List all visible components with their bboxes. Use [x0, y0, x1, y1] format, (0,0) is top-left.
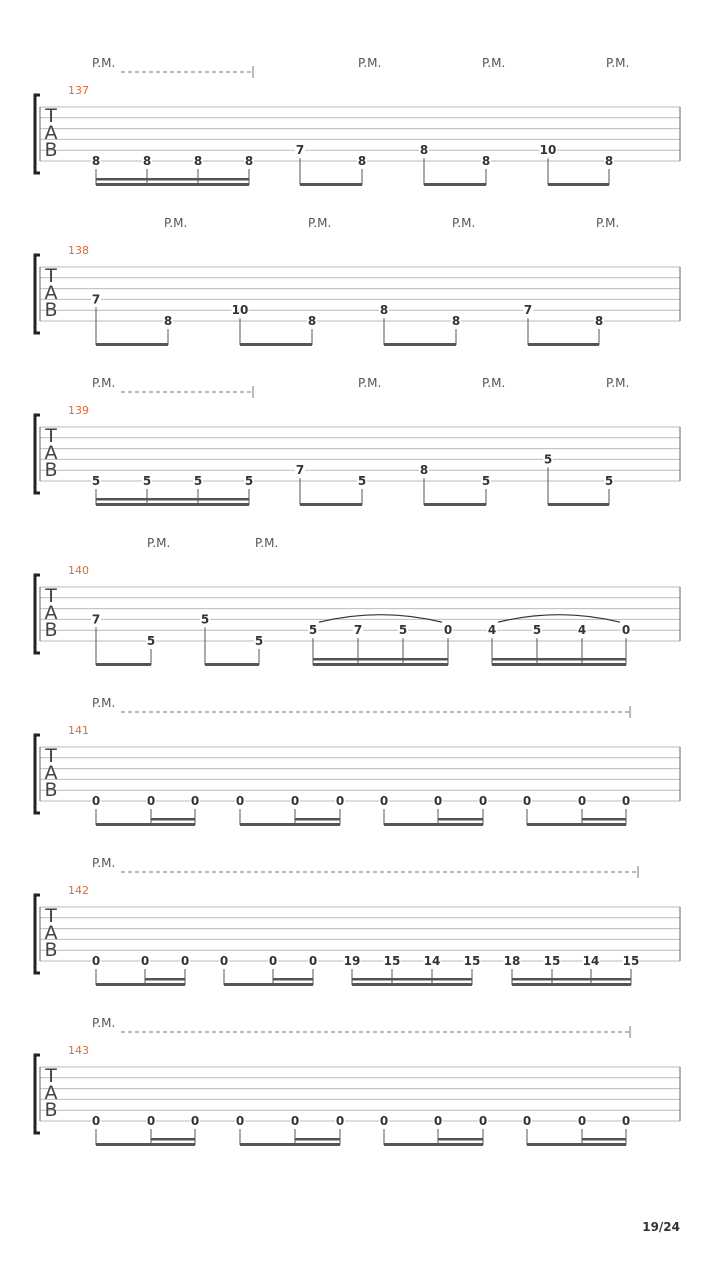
beam-secondary — [438, 818, 483, 821]
palm-mute-label: P.M. — [92, 56, 116, 70]
fret-number: 0 — [140, 954, 150, 968]
fret-number: 0 — [379, 1114, 389, 1128]
beat-group — [219, 954, 318, 986]
system-bracket — [35, 1055, 40, 1133]
beam — [96, 503, 249, 506]
fret-number: 5 — [142, 474, 152, 488]
slur — [498, 615, 620, 623]
fret-number: 5 — [200, 612, 210, 627]
fret-number: 18 — [503, 954, 521, 968]
beat-group — [91, 794, 200, 826]
fret-number: 0 — [335, 794, 345, 808]
fret-number: 0 — [290, 1114, 300, 1128]
measure-number: 138 — [68, 244, 89, 257]
fret-number: 7 — [91, 292, 101, 307]
fret-number: 8 — [357, 154, 367, 168]
fret-number: 0 — [91, 954, 101, 968]
fret-number: 8 — [91, 154, 101, 168]
measure-number: 139 — [68, 404, 89, 417]
tab-clef-letter: B — [44, 139, 58, 161]
beat-group — [522, 794, 631, 826]
fret-number: 8 — [604, 154, 614, 168]
palm-mute-label: P.M. — [606, 56, 630, 70]
beam — [240, 1143, 340, 1146]
palm-mute-label: P.M. — [92, 1016, 116, 1030]
tab-clef-letter: T — [45, 265, 57, 287]
beat-group — [295, 143, 367, 186]
beat-group — [308, 615, 453, 666]
fret-number: 5 — [193, 474, 203, 488]
beam — [527, 1143, 626, 1146]
fret-number: 10 — [231, 303, 249, 318]
fret-number: 0 — [190, 1114, 200, 1128]
fret-number: 5 — [543, 452, 553, 467]
fret-number: 0 — [235, 794, 245, 808]
beam-secondary — [295, 818, 340, 821]
fret-number: 5 — [254, 634, 264, 648]
beam — [96, 1143, 195, 1146]
system-bracket — [35, 895, 40, 973]
palm-mute-label: P.M. — [308, 216, 332, 230]
tab-system — [35, 56, 680, 186]
tab-clef-letter: T — [45, 585, 57, 607]
tab-clef-letter: B — [44, 299, 58, 321]
beam — [528, 343, 599, 346]
palm-mute-label: P.M. — [358, 56, 382, 70]
measure-number: 140 — [68, 564, 89, 577]
beam-secondary — [96, 498, 249, 501]
system-bracket — [35, 735, 40, 813]
fret-number: 5 — [604, 474, 614, 488]
tab-clef-letter: A — [44, 922, 58, 944]
fret-number: 7 — [523, 303, 533, 318]
palm-mute-label: P.M. — [92, 696, 116, 710]
palm-mute-label: P.M. — [596, 216, 620, 230]
beam — [384, 343, 456, 346]
tab-clef-letter: T — [45, 905, 57, 927]
fret-number: 8 — [419, 463, 429, 478]
beam-secondary — [313, 658, 448, 661]
palm-mute-label: P.M. — [482, 376, 506, 390]
fret-number: 8 — [419, 143, 429, 158]
system-bracket — [35, 255, 40, 333]
fret-number: 14 — [423, 954, 441, 968]
system-bracket — [35, 575, 40, 653]
fret-number: 0 — [219, 954, 229, 968]
palm-mute-label: P.M. — [92, 376, 116, 390]
beam — [492, 663, 626, 666]
beat-group — [91, 1114, 200, 1146]
tab-clef-letter: B — [44, 939, 58, 961]
tab-clef-letter: B — [44, 1099, 58, 1121]
tab-clef-letter: A — [44, 442, 58, 464]
fret-number: 5 — [308, 623, 318, 638]
tab-system — [35, 536, 680, 666]
beam-secondary — [151, 818, 195, 821]
beam-secondary — [582, 818, 626, 821]
beat-group — [200, 612, 264, 666]
fret-number: 0 — [335, 1114, 345, 1128]
beam-secondary — [582, 1138, 626, 1141]
fret-number: 0 — [478, 794, 488, 808]
beat-group — [91, 474, 254, 506]
fret-number: 0 — [522, 794, 532, 808]
tab-clef-letter: B — [44, 779, 58, 801]
tab-clef-letter: T — [45, 105, 57, 127]
fret-number: 8 — [594, 314, 604, 328]
fret-number: 4 — [487, 623, 497, 638]
fret-number: 15 — [383, 954, 401, 968]
fret-number: 4 — [577, 623, 587, 638]
beam — [96, 343, 168, 346]
fret-number: 8 — [481, 154, 491, 168]
beam — [240, 823, 340, 826]
fret-number: 0 — [577, 794, 587, 808]
fret-number: 10 — [539, 143, 557, 158]
palm-mute-label: P.M. — [147, 536, 171, 550]
tab-clef-letter: B — [44, 459, 58, 481]
fret-number: 0 — [433, 1114, 443, 1128]
beat-group — [379, 794, 488, 826]
beam — [313, 663, 448, 666]
fret-number: 7 — [295, 463, 305, 478]
fret-number: 0 — [91, 794, 101, 808]
fret-number: 15 — [543, 954, 561, 968]
beam — [512, 983, 631, 986]
tab-clef-letter: A — [44, 282, 58, 304]
beat-group — [235, 794, 345, 826]
beam-secondary — [151, 1138, 195, 1141]
beam — [224, 983, 313, 986]
fret-number: 5 — [357, 474, 367, 488]
fret-number: 5 — [481, 474, 491, 488]
tab-system — [35, 856, 680, 986]
tab-system — [35, 696, 680, 826]
beat-group — [504, 954, 640, 986]
measure-number: 143 — [68, 1044, 89, 1057]
beam — [240, 343, 312, 346]
beam-secondary — [96, 178, 249, 181]
fret-number: 7 — [353, 623, 363, 638]
beam-secondary — [438, 1138, 483, 1141]
palm-mute-label: P.M. — [92, 856, 116, 870]
tab-clef-letter: T — [45, 425, 57, 447]
beam-secondary — [512, 978, 631, 981]
fret-number: 15 — [622, 954, 640, 968]
beam-secondary — [352, 978, 472, 981]
beat-group — [91, 292, 173, 346]
palm-mute-label: P.M. — [482, 56, 506, 70]
fret-number: 0 — [621, 623, 631, 638]
page-number: 19/24 — [642, 1220, 680, 1234]
beam — [96, 183, 249, 186]
tab-clef-letter: A — [44, 1082, 58, 1104]
fret-number: 0 — [621, 1114, 631, 1128]
tab-clef-letter: B — [44, 619, 58, 641]
beam — [300, 503, 362, 506]
fret-number: 0 — [621, 794, 631, 808]
fret-number: 8 — [379, 303, 389, 318]
fret-number: 14 — [582, 954, 600, 968]
fret-number: 5 — [146, 634, 156, 648]
tab-clef-letter: A — [44, 762, 58, 784]
beam — [96, 663, 151, 666]
beat-group — [522, 1114, 631, 1146]
fret-number: 8 — [244, 154, 254, 168]
tab-system — [35, 1016, 680, 1146]
palm-mute-label: P.M. — [606, 376, 630, 390]
beam — [300, 183, 362, 186]
beat-group — [232, 303, 318, 346]
fret-number: 0 — [91, 1114, 101, 1128]
fret-number: 0 — [379, 794, 389, 808]
tab-system — [35, 376, 680, 506]
fret-number: 0 — [522, 1114, 532, 1128]
system-bracket — [35, 95, 40, 173]
beat-group — [523, 303, 604, 346]
fret-number: 5 — [398, 623, 408, 638]
beam-secondary — [492, 658, 626, 661]
palm-mute-label: P.M. — [452, 216, 476, 230]
palm-mute-label: P.M. — [164, 216, 188, 230]
fret-number: 0 — [577, 1114, 587, 1128]
tab-clef-letter: T — [45, 1065, 57, 1087]
fret-number: 7 — [295, 143, 305, 158]
palm-mute-label: P.M. — [358, 376, 382, 390]
tab-clef-letter: A — [44, 602, 58, 624]
fret-number: 8 — [142, 154, 152, 168]
fret-number: 0 — [180, 954, 190, 968]
beam-secondary — [145, 978, 185, 981]
fret-number: 0 — [268, 954, 278, 968]
fret-number: 0 — [308, 954, 318, 968]
fret-number: 8 — [307, 314, 317, 328]
beam — [96, 983, 185, 986]
fret-number: 0 — [433, 794, 443, 808]
beam-secondary — [273, 978, 313, 981]
fret-number: 8 — [193, 154, 203, 168]
beam — [527, 823, 626, 826]
beat-group — [487, 615, 631, 666]
fret-number: 8 — [451, 314, 461, 328]
beam — [384, 1143, 483, 1146]
beam — [424, 183, 486, 186]
beam — [352, 983, 472, 986]
tab-clef-letter: T — [45, 745, 57, 767]
fret-number: 5 — [244, 474, 254, 488]
beam — [548, 183, 609, 186]
beam — [424, 503, 486, 506]
fret-number: 0 — [146, 1114, 156, 1128]
fret-number: 0 — [443, 623, 453, 638]
beat-group — [91, 612, 156, 666]
beat-group — [419, 143, 491, 186]
fret-number: 8 — [163, 314, 173, 328]
beam — [384, 823, 483, 826]
fret-number: 19 — [343, 954, 361, 968]
measure-number: 142 — [68, 884, 89, 897]
fret-number: 5 — [91, 474, 101, 488]
beat-group — [344, 954, 481, 986]
fret-number: 15 — [463, 954, 481, 968]
system-bracket — [35, 415, 40, 493]
beat-group — [540, 143, 615, 186]
tab-system — [35, 216, 680, 346]
beat-group — [91, 954, 190, 986]
fret-number: 0 — [290, 794, 300, 808]
beam — [96, 823, 195, 826]
fret-number: 0 — [190, 794, 200, 808]
beat-group — [295, 463, 367, 506]
beat-group — [379, 1114, 488, 1146]
fret-number: 5 — [532, 623, 542, 638]
beat-group — [91, 154, 254, 186]
fret-number: 0 — [146, 794, 156, 808]
beam-secondary — [295, 1138, 340, 1141]
tab-clef-letter: A — [44, 122, 58, 144]
palm-mute-label: P.M. — [255, 536, 279, 550]
slur — [319, 615, 442, 623]
fret-number: 0 — [478, 1114, 488, 1128]
beat-group — [419, 463, 491, 506]
beat-group — [235, 1114, 345, 1146]
fret-number: 0 — [235, 1114, 245, 1128]
measure-number: 141 — [68, 724, 89, 737]
beat-group — [543, 452, 614, 506]
beat-group — [379, 303, 461, 346]
fret-number: 7 — [91, 612, 101, 627]
beam — [205, 663, 259, 666]
beam — [548, 503, 609, 506]
measure-number: 137 — [68, 84, 89, 97]
